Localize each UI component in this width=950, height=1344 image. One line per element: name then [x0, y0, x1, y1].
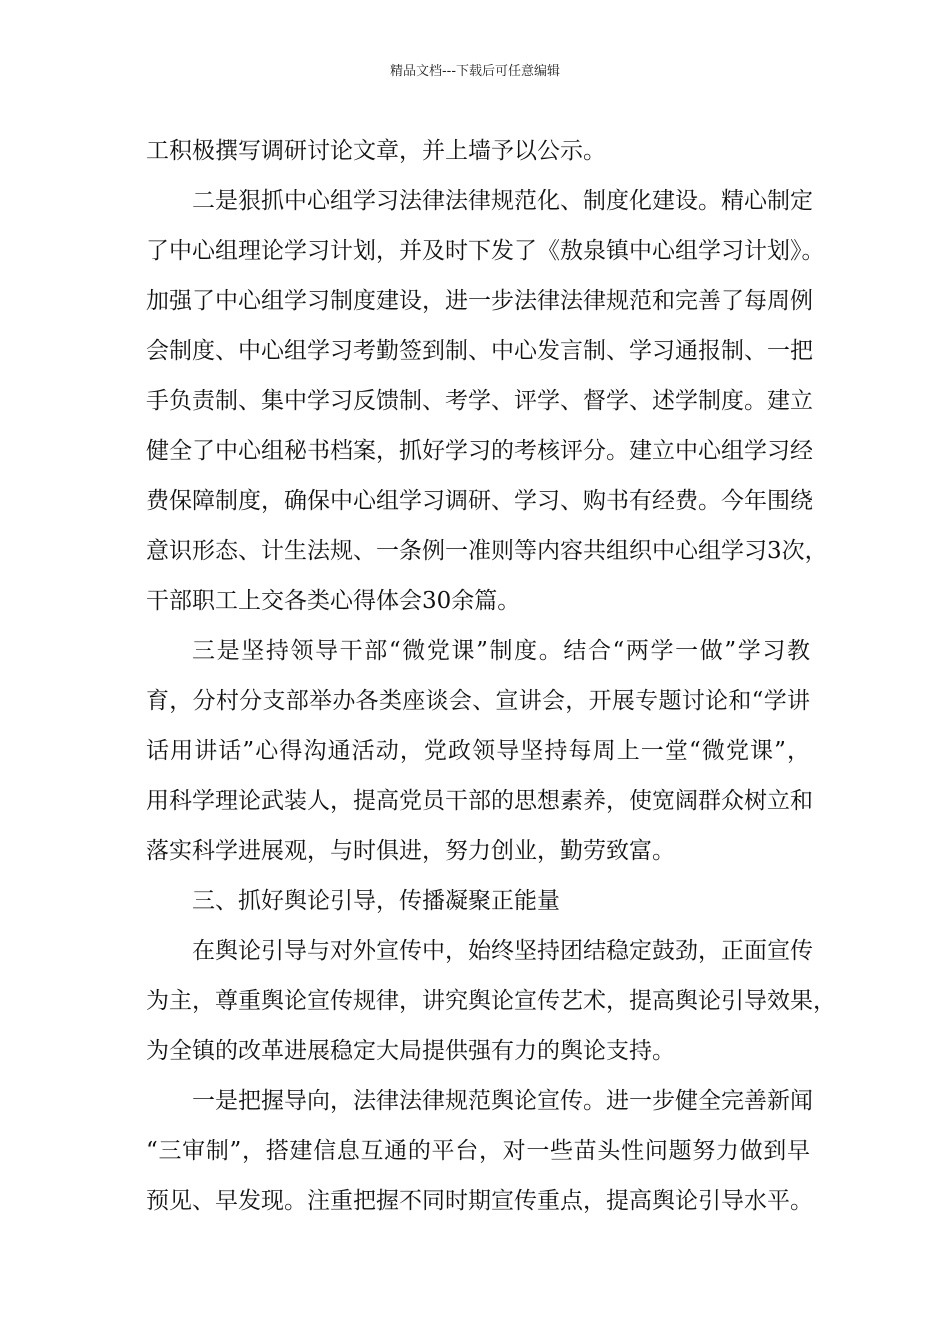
paragraph-line: 费保障制度，确保中心组学习调研、学习、购书有经费。今年围绕: [146, 488, 813, 514]
paragraph-line: 育，分村分支部举办各类座谈会、宣讲会，开展专题讨论和“学讲: [146, 688, 810, 714]
paragraph-line: 用科学理论武装人，提高党员干部的思想素养，使宽阔群众树立和: [146, 788, 813, 814]
paragraph-line: 手负责制、集中学习反馈制、考学、评学、督学、述学制度。建立: [146, 388, 813, 414]
paragraph-line: 预见、早发现。注重把握不同时期宣传重点，提高舆论引导水平。: [146, 1188, 813, 1214]
paragraph-line: 干部职工上交各类心得体会30余篇。: [146, 588, 521, 614]
paragraph-line: 了中心组理论学习计划，并及时下发了《敖泉镇中心组学习计划》。: [146, 238, 825, 264]
paragraph-line: 工积极撰写调研讨论文章，并上墙予以公示。: [146, 138, 606, 164]
paragraph-line: 一是把握导向，法律法律规范舆论宣传。进一步健全完善新闻: [192, 1088, 813, 1114]
paragraph-line: 三是坚持领导干部“微党课”制度。结合“两学一做”学习教: [192, 638, 810, 664]
paragraph-line: “三审制”，搭建信息互通的平台，对一些苗头性问题努力做到早: [146, 1138, 810, 1164]
paragraph-line: 为全镇的改革进展稳定大局提供强有力的舆论支持。: [146, 1038, 675, 1064]
paragraph-line: 加强了中心组学习制度建设，进一步法律法律规范和完善了每周例: [146, 288, 813, 314]
paragraph-line: 在舆论引导与对外宣传中，始终坚持团结稳定鼓劲，正面宣传: [192, 938, 813, 964]
document-body: [146, 126, 836, 1226]
paragraph-line: 意识形态、计生法规、一条例一准则等内容共组织中心组学习3次，: [146, 538, 828, 564]
paragraph-line: 落实科学进展观，与时俱进，努力创业，勤劳致富。: [146, 838, 675, 864]
paragraph-line: 会制度、中心组学习考勤签到制、中心发言制、学习通报制、一把: [146, 338, 813, 364]
paragraph-line: 为主，尊重舆论宣传规律，讲究舆论宣传艺术，提高舆论引导效果，: [146, 988, 836, 1014]
page-header: 精品文档---下载后可任意编辑: [389, 64, 561, 79]
paragraph-line: 二是狠抓中心组学习法律法律规范化、制度化建设。精心制定: [192, 188, 813, 214]
paragraph-line: 话用讲话”心得沟通活动，党政领导坚持每周上一堂“微党课”，: [146, 738, 810, 764]
paragraph-line: 健全了中心组秘书档案，抓好学习的考核评分。建立中心组学习经: [146, 438, 813, 464]
section-heading: 三、抓好舆论引导，传播凝聚正能量: [192, 888, 560, 914]
